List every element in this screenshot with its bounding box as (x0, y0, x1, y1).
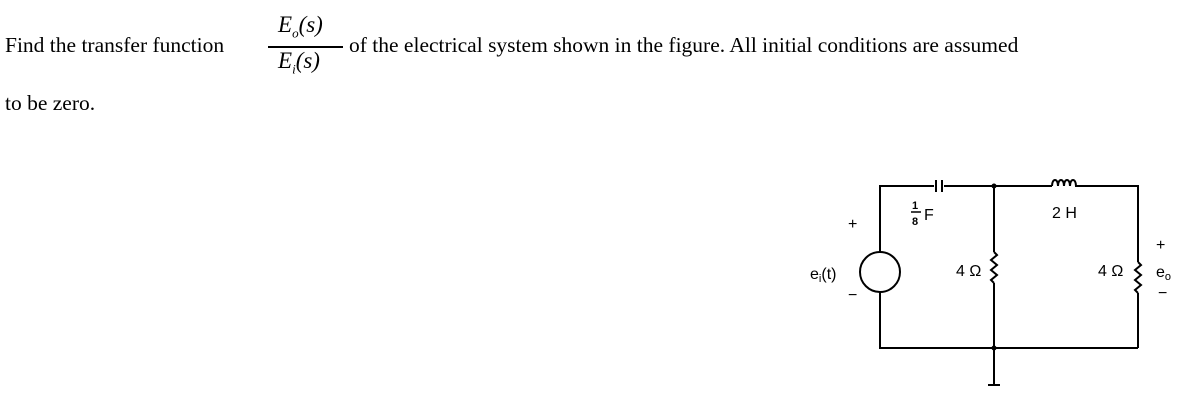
inductor-coil (1052, 180, 1098, 186)
node-dot-bottom (992, 346, 997, 351)
output-label: eo (1156, 264, 1172, 283)
resistor2-zigzag (1135, 262, 1141, 293)
numerator-arg: (s) (298, 12, 323, 37)
wire-top-right (1098, 186, 1138, 262)
capacitor-numerator: 1 (912, 200, 919, 212)
source-minus-sign: − (848, 287, 858, 304)
wire-source-bottom (880, 292, 1138, 348)
capacitor-denominator: 8 (912, 216, 919, 228)
source-plus-sign: + (848, 216, 858, 233)
output-plus-sign: + (1156, 237, 1166, 254)
numerator-sub: o (292, 25, 299, 41)
source-label: ei(t) (810, 266, 837, 285)
denominator-sub: i (292, 61, 296, 77)
output-minus-sign: − (1158, 285, 1168, 302)
resistor1-zigzag (991, 252, 997, 283)
resistor2-label: 4 Ω (1098, 263, 1124, 280)
question-text-start: Find the transfer function (5, 33, 225, 57)
resistor1-label: 4 Ω (956, 263, 982, 280)
capacitor-unit: F (924, 207, 934, 224)
node-dot-top (992, 184, 997, 189)
denominator-arg: (s) (295, 48, 320, 73)
voltage-source-icon (860, 252, 900, 292)
question-text-end: of the electrical system shown in the figure. All initial conditions are assumed (349, 33, 1019, 57)
inductor-label: 2 H (1052, 205, 1077, 222)
question-text-line2: to be zero. (5, 91, 96, 115)
denominator-base: E (278, 48, 293, 73)
numerator-base: E (278, 12, 293, 37)
